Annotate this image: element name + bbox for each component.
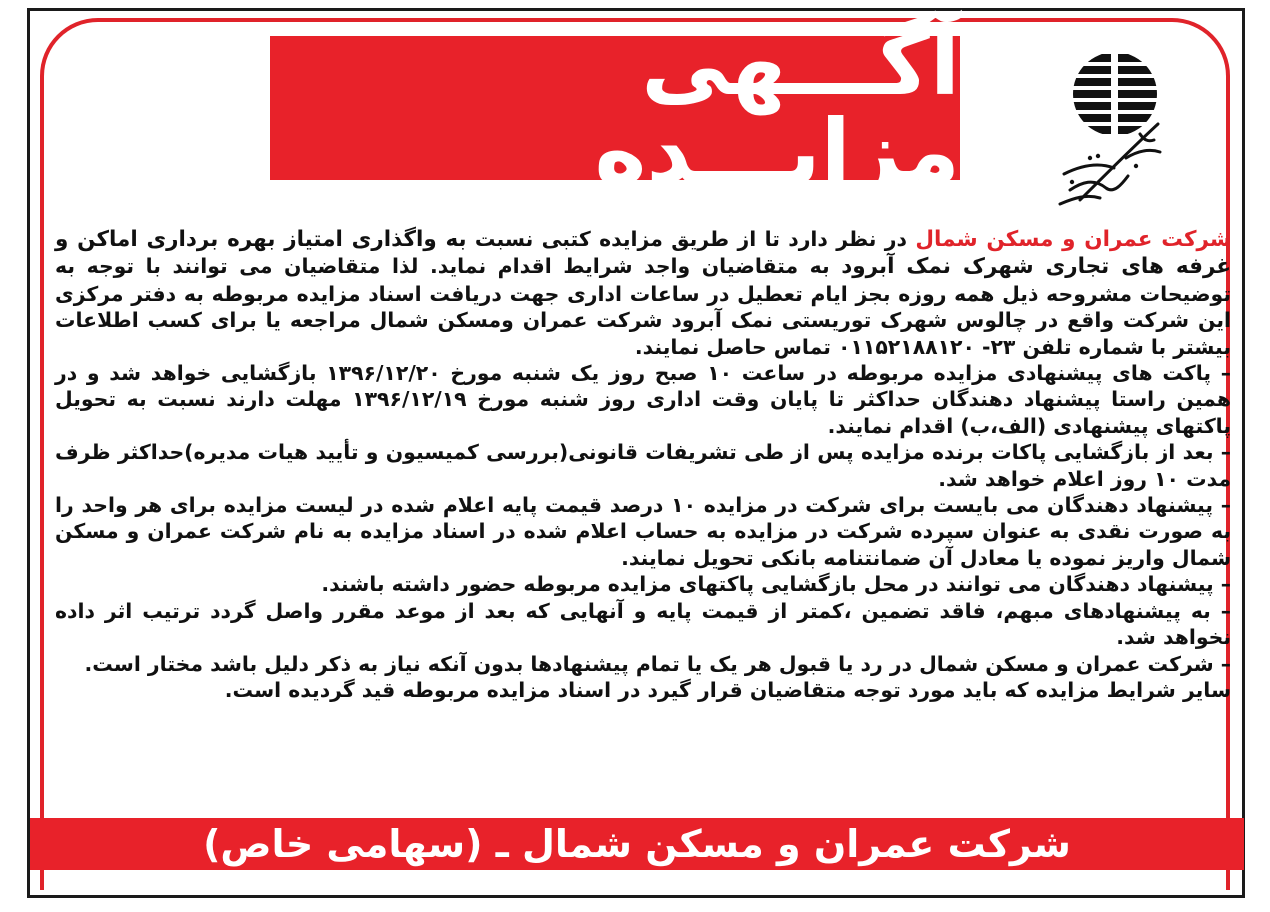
intro-text-2: به متقاضیان واجد شرایط اقدام نماید. لذا متقاضیان می توانند با توجه به توضیحات مشروحه ذیل همه روزه بجز ایام تعطیل در ساعات اداری جهت دریافت اسناد مزایده مربوطه به دفتر مرکزی این شرکت واقع در چالوس شهرک توریستی نمک آبرود شرکت عمران ومسکن شمال مراجعه یا برای کسب اطلاعات بیشتر با شماره تلفن ۲۳- ۰۱۱۵۲۱۸۸۱۲۰ تماس حاصل نمایند.	[55, 254, 1231, 359]
intro-paragraph	[55, 226, 1231, 360]
clause-item: – بعد از بازگشایی پاکات برنده مزایده پس از طی تشریفات قانونی(بررسی کمیسیون و تأیید هیات مدیره)حداکثر ظرف مدت ۱۰ روز اعلام خواهد شد.	[55, 440, 1231, 491]
page-title: آگـــهی مزایـــده	[594, 12, 960, 203]
clause-item: – پیشنهاد دهندگان می توانند در محل بازگشایی پاکتهای مزایده مربوطه حضور داشته باشند.	[321, 572, 1231, 597]
intro-bold-subject: به واگذاری امتیاز بهره برداری اماکن و غرفه های تجاری شهرک نمک آبرود	[55, 227, 1232, 280]
clause-item: – به پیشنهادهای مبهم، فاقد تضمین ،کمتر از قیمت پایه و آنهایی که بعد از موعد مقرر واصل گردد ترتیب اثر داده نخواهد شد.	[55, 598, 1231, 650]
company-name: شرکت عمران و مسکن شمال	[915, 227, 1231, 252]
title-banner	[270, 12, 960, 203]
clause-item: سایر شرایط مزایده که باید مورد توجه متقاضیان قرار گیرد در اسناد مزایده مربوطه قید گردیده است.	[224, 677, 1231, 702]
clause-item: – پاکت های پیشنهادی مزایده مربوطه در ساعت ۱۰ صبح روز یک شنبه مورخ ۱۳۹۶/۱۲/۲۰ بازگشایی خواهد شد و در همین راستا پیشنهاد دهندگان حداکثر تا پایان وقت اداری روز شنبه مورخ ۱۳۹۶/۱۲/۱۹ مهلت دارند نسبت به تحویل پاکتهای پیشنهادی (الف،ب) اقدام نمایند.	[55, 361, 1231, 438]
footer-banner	[30, 818, 1244, 870]
intro-text-1: در نظر دارد تا از طریق مزایده کتبی نسبت	[466, 227, 916, 251]
footer-company-name: شرکت عمران و مسکن شمال ـ (سهامی خاص)	[203, 822, 1071, 866]
calligraphy-signature-icon	[1040, 118, 1180, 214]
notice-body	[55, 226, 1231, 703]
clause-item: – پیشنهاد دهندگان می بایست برای شرکت در مزایده ۱۰ درصد قیمت پایه اعلام شده در لیست مزایده برای هر واحد را به صورت نقدی به عنوان سپرده شرکت در مزایده به حساب اعلام شده در اسناد مزایده به نام شرکت عمران و مسکن شمال واریز نموده یا معادل آن ضمانتنامه بانکی تحویل نمایند.	[55, 493, 1231, 570]
clause-item: – شرکت عمران و مسکن شمال در رد یا قبول هر یک یا تمام پیشنهادها بدون آنکه نیاز به ذکر دلیل باشد مختار است.	[84, 651, 1231, 676]
